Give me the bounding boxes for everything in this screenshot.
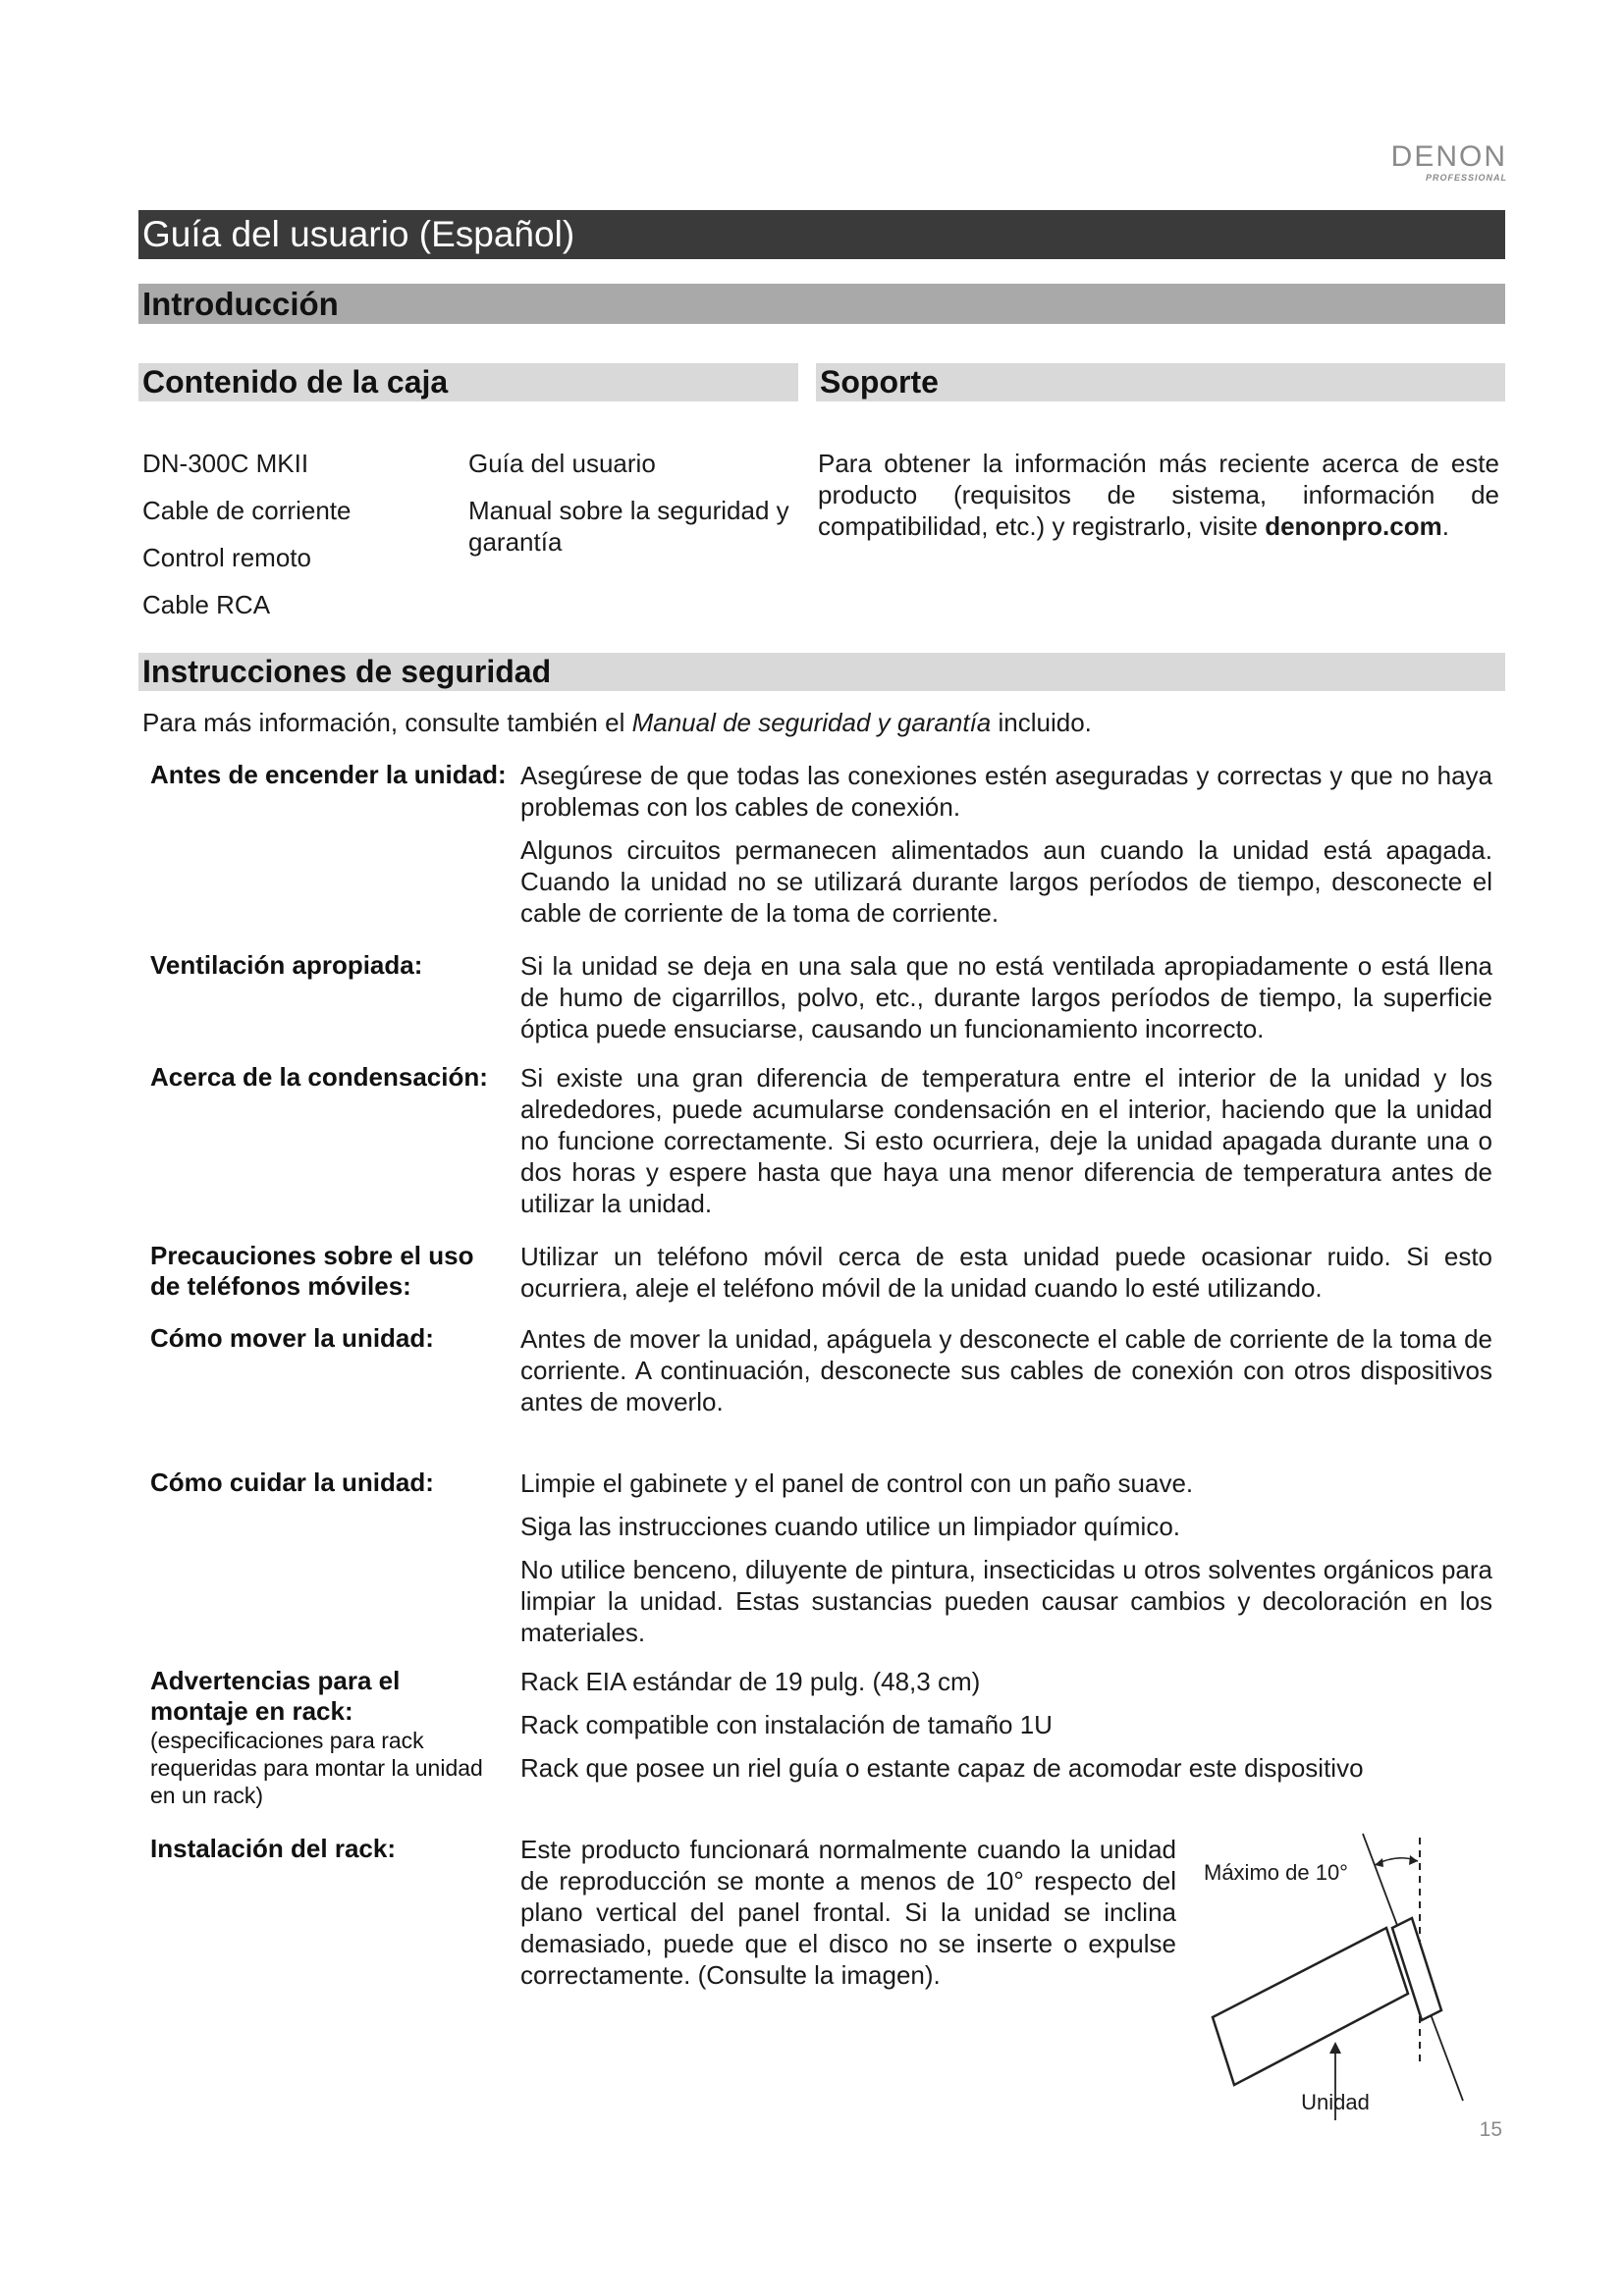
- intro-heading: Introducción: [138, 284, 1505, 324]
- paragraph: Limpie el gabinete y el panel de control con un paño suave.: [520, 1468, 1194, 1498]
- label-moving-unit: Cómo mover la unidad:: [150, 1323, 434, 1353]
- body-rack-install: [520, 1834, 1176, 1991]
- paragraph: Rack EIA estándar de 19 pulg. (48,3 cm): [520, 1667, 981, 1696]
- arrow-head-icon: [1375, 1858, 1383, 1867]
- box-contents-list-1: [142, 448, 437, 636]
- support-link[interactable]: denonpro.com: [1265, 511, 1442, 541]
- paragraph: Rack compatible con instalación de tamaño 1U: [520, 1710, 1053, 1739]
- support-heading: Soporte: [816, 363, 1505, 401]
- logo-brand: DENON: [1390, 140, 1507, 173]
- label-before-power: Antes de encender la unidad:: [150, 760, 507, 789]
- max-angle-label: Máximo de 10°: [1204, 1860, 1348, 1885]
- arrow-head-icon: [1409, 1855, 1418, 1865]
- label-mobile-phones: Precauciones sobre el uso de teléfonos móviles:: [150, 1241, 474, 1301]
- note-pre: Para más información, consulte también el: [142, 708, 632, 737]
- box-contents-heading: Contenido de la caja: [138, 363, 798, 401]
- paragraph: Rack que posee un riel guía o estante capaz de acomodar este dispositivo: [520, 1753, 1364, 1783]
- paragraph: Antes de mover la unidad, apáguela y desconecte el cable de corriente de la toma de corriente. A continuación, desconecte sus cables de conexión con otros dispositivos antes de moverlo.: [520, 1324, 1492, 1416]
- body-condensation: [520, 1062, 1492, 1231]
- support-text: [818, 448, 1499, 542]
- paragraph: Si la unidad se deja en una sala que no está ventilada apropiadamente o está llena de humo de cigarrillos, polvo, etc., durante largos períodos de tiempo, la superficie óptica puede ensuciarse, causando un funcionamiento incorrecto.: [520, 951, 1492, 1043]
- pointer-arrow-icon: [1329, 2042, 1341, 2054]
- body-rack-warnings: [520, 1666, 1492, 1795]
- safety-note: [142, 707, 1497, 738]
- paragraph: Este producto funcionará normalmente cuando la unidad de reproducción se monte a menos de 10° respecto del plano vertical del panel frontal. Si la unidad se inclina demasiado, puede que el disco no se inserte o expulse correctamente. (Consulte la imagen).: [520, 1835, 1176, 1990]
- logo-sub: PROFESSIONAL: [1425, 173, 1507, 183]
- paragraph: Utilizar un teléfono móvil cerca de esta unidad puede ocasionar ruido. Si esto ocurriera, aleje el teléfono móvil de la unidad cuando lo esté utilizando.: [520, 1242, 1492, 1303]
- body-care-unit: [520, 1468, 1492, 1660]
- paragraph: Si existe una gran diferencia de temperatura entre el interior de la unidad y los alrededores, puede acumularse condensación en el interior, haciendo que la unidad no funcione correctamente. Si esto ocurriera, deje la unidad apagada durante una o dos horas y espere hasta que haya una menor diferencia de temperatura antes de utilizar la unidad.: [520, 1063, 1492, 1218]
- denon-logo: [1384, 142, 1507, 184]
- paragraph: No utilice benceno, diluyente de pintura, insecticidas u otros solventes orgánicos para limpiar la unidad. Estas sustancias pueden causar cambios y decoloración en los materiales.: [520, 1555, 1492, 1647]
- list-item: Guía del usuario: [468, 449, 656, 478]
- support-end: .: [1441, 511, 1449, 541]
- body-mobile-phones: [520, 1241, 1492, 1315]
- unit-label: Unidad: [1301, 2090, 1370, 2114]
- rack-tilt-diagram: [1178, 1826, 1512, 2130]
- support-body: Para obtener la información más reciente acerca de este producto (requisitos de sistema, información de compatibilidad, etc.) y registrarlo, visite: [818, 449, 1499, 541]
- body-moving-unit: [520, 1323, 1492, 1429]
- list-item: Cable RCA: [142, 590, 271, 619]
- paragraph: Asegúrese de que todas las conexiones estén aseguradas y correctas y que no haya problemas con los cables de conexión.: [520, 761, 1492, 822]
- list-item: DN-300C MKII: [142, 449, 309, 478]
- rack-warnings-title: Advertencias para el montaje en rack:: [150, 1666, 401, 1726]
- label-rack-warnings: [150, 1666, 484, 1809]
- box-contents-list-2: [468, 448, 807, 573]
- rack-warnings-sublabel: (especificaciones para rack requeridas para montar la unidad en un rack): [150, 1728, 483, 1808]
- page-title: Guía del usuario (Español): [138, 210, 1505, 259]
- safety-heading: Instrucciones de seguridad: [138, 653, 1505, 691]
- list-item: Manual sobre la seguridad y garantía: [468, 496, 789, 557]
- paragraph: Siga las instrucciones cuando utilice un limpiador químico.: [520, 1512, 1181, 1541]
- list-item: Cable de corriente: [142, 496, 352, 525]
- body-ventilation: [520, 950, 1492, 1056]
- note-post: incluido.: [991, 708, 1092, 737]
- list-item: Control remoto: [142, 543, 311, 572]
- unit-body: [1213, 1928, 1408, 2085]
- label-ventilation: Ventilación apropiada:: [150, 950, 423, 980]
- label-condensation: Acerca de la condensación:: [150, 1062, 488, 1092]
- paragraph: Algunos circuitos permanecen alimentados aun cuando la unidad está apagada. Cuando la unidad no se utilizará durante largos períodos de tiempo, desconecte el cable de corriente de la toma de corriente.: [520, 835, 1492, 928]
- label-care-unit: Cómo cuidar la unidad:: [150, 1468, 434, 1497]
- body-before-power: [520, 760, 1492, 940]
- note-manual-title: Manual de seguridad y garantía: [631, 708, 992, 737]
- page-number: 15: [1479, 2118, 1502, 2141]
- label-rack-install: Instalación del rack:: [150, 1834, 396, 1863]
